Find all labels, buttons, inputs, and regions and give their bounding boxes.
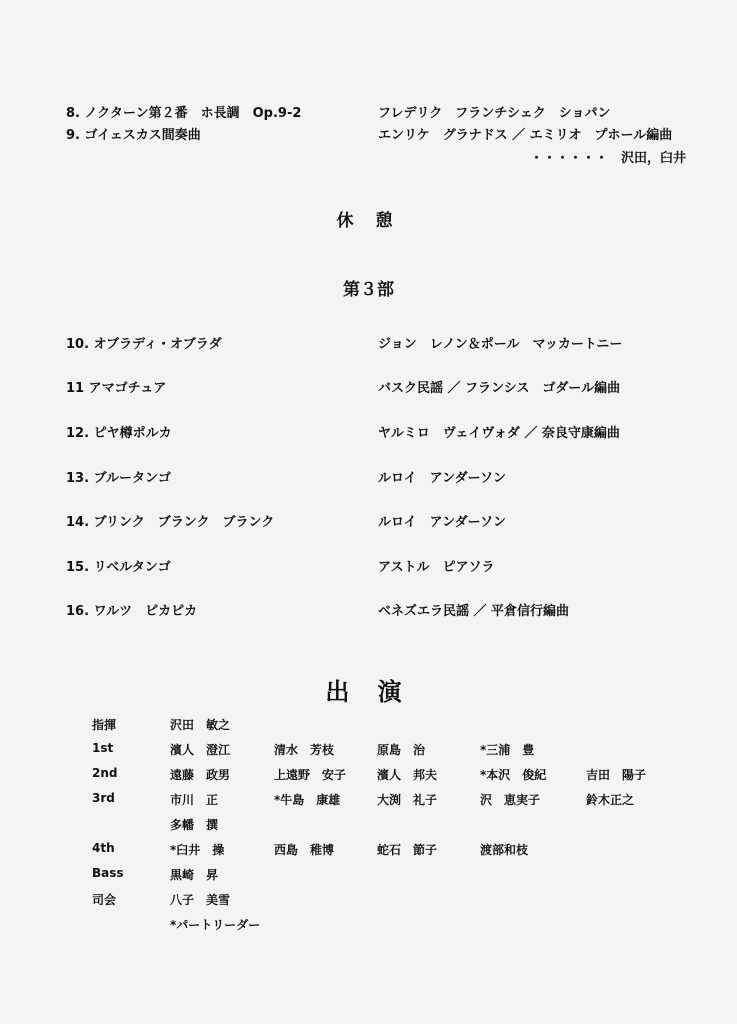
item-title: ノクターン第２番 ホ長調 Op.9-2 <box>84 106 302 121</box>
item-number: 12. <box>66 426 90 441</box>
item-composer: ヤルミロ ヴェイヴォダ ／ 奈良守康編曲 <box>378 426 620 441</box>
part-label: 2nd <box>92 766 118 780</box>
program-item <box>66 333 222 352</box>
performer-name: 沢 恵実子 <box>480 793 541 807</box>
performer-name: 八子 美雪 <box>170 893 231 907</box>
item-title: ワルツ ピカピカ <box>93 604 198 619</box>
performer-name: 鈴木正之 <box>586 793 635 807</box>
performer-name: 遠藤 政男 <box>170 768 231 782</box>
performer-name: 大渕 礼子 <box>377 793 438 807</box>
performer-row <box>0 791 737 809</box>
performer-row <box>0 766 737 784</box>
part-label: 4th <box>92 841 115 855</box>
performer-name: 清水 芳枝 <box>274 743 335 757</box>
performer-row <box>0 891 737 909</box>
part-label: 指揮 <box>92 718 117 732</box>
program-item <box>66 377 166 396</box>
item-number: 8. <box>66 106 80 121</box>
item-number: 16. <box>66 604 90 619</box>
performer-row <box>0 841 737 859</box>
performer-row <box>0 716 737 734</box>
item-title: ブルータンゴ <box>93 471 172 486</box>
performer-name: 原島 治 <box>377 743 426 757</box>
program-item <box>66 102 301 121</box>
program-item <box>66 600 197 619</box>
item-composer: アストル ピアソラ <box>378 560 495 575</box>
program-item <box>66 511 274 530</box>
item-number: 15. <box>66 560 90 575</box>
part-leader-footnote: *パートリーダー <box>170 918 261 932</box>
program-item <box>66 124 201 143</box>
program-item <box>66 556 171 575</box>
intermission-heading: 休 憩 <box>336 211 401 231</box>
item-composer: バスク民謡 ／ フランシス ゴダール編曲 <box>378 381 621 396</box>
part3-heading: 第３部 <box>343 280 394 300</box>
performer-credit: ・・・・・・ 沢田，臼井 <box>530 151 687 166</box>
item-composer: ルロイ アンダーソン <box>378 515 507 530</box>
item-title: ピヤ樽ポルカ <box>93 426 172 441</box>
performer-row <box>0 866 737 884</box>
part-label: 3rd <box>92 791 115 805</box>
performer-name: 市川 正 <box>170 793 219 807</box>
item-number: 11 <box>66 381 85 396</box>
program-item <box>66 467 171 486</box>
performer-row <box>0 741 737 759</box>
performer-name: 西島 稚博 <box>274 843 335 857</box>
item-composer: ルロイ アンダーソン <box>378 471 507 486</box>
item-composer: フレデリク フランチシェク ショパン <box>378 106 611 121</box>
performer-name: *臼井 操 <box>170 843 225 857</box>
item-number: 13. <box>66 471 90 486</box>
performer-row <box>0 816 737 834</box>
performer-name: 上遠野 安子 <box>274 768 347 782</box>
program-item <box>66 422 172 441</box>
performer-name: 黒崎 昇 <box>170 868 219 882</box>
item-title: リベルタンゴ <box>93 560 171 575</box>
item-title: ブリンク ブランク ブランク <box>93 515 275 530</box>
performer-name: 多幡 撰 <box>170 818 219 832</box>
performer-name: *三浦 豊 <box>480 743 535 757</box>
part-label: 1st <box>92 741 114 755</box>
part-label: 司会 <box>92 893 117 907</box>
item-composer: ベネズエラ民謡 ／ 平倉信行編曲 <box>378 604 570 619</box>
item-composer: ジョン レノン＆ポール マッカートニー <box>378 337 623 352</box>
performer-name: 沢田 敏之 <box>170 718 231 732</box>
item-title: アマゴチュア <box>88 381 167 396</box>
performer-name: *牛島 康雄 <box>274 793 341 807</box>
item-title: オブラディ・オブラダ <box>93 337 222 352</box>
performers-heading: 出 演 <box>325 677 412 706</box>
item-title: ゴイェスカス間奏曲 <box>84 128 201 143</box>
performer-name: 吉田 陽子 <box>586 768 647 782</box>
item-number: 10. <box>66 337 90 352</box>
performer-name: 蛇石 節子 <box>377 843 438 857</box>
performer-name: 濱人 澄江 <box>170 743 231 757</box>
performer-name: 濱人 邦夫 <box>377 768 438 782</box>
item-composer: エンリケ グラナドス ／ エミリオ プホール編曲 <box>378 128 673 143</box>
performer-name: *本沢 俊紀 <box>480 768 547 782</box>
item-number: 14. <box>66 515 90 530</box>
performer-name: 渡部和枝 <box>480 843 529 857</box>
part-label: Bass <box>92 866 124 880</box>
item-number: 9. <box>66 128 80 143</box>
